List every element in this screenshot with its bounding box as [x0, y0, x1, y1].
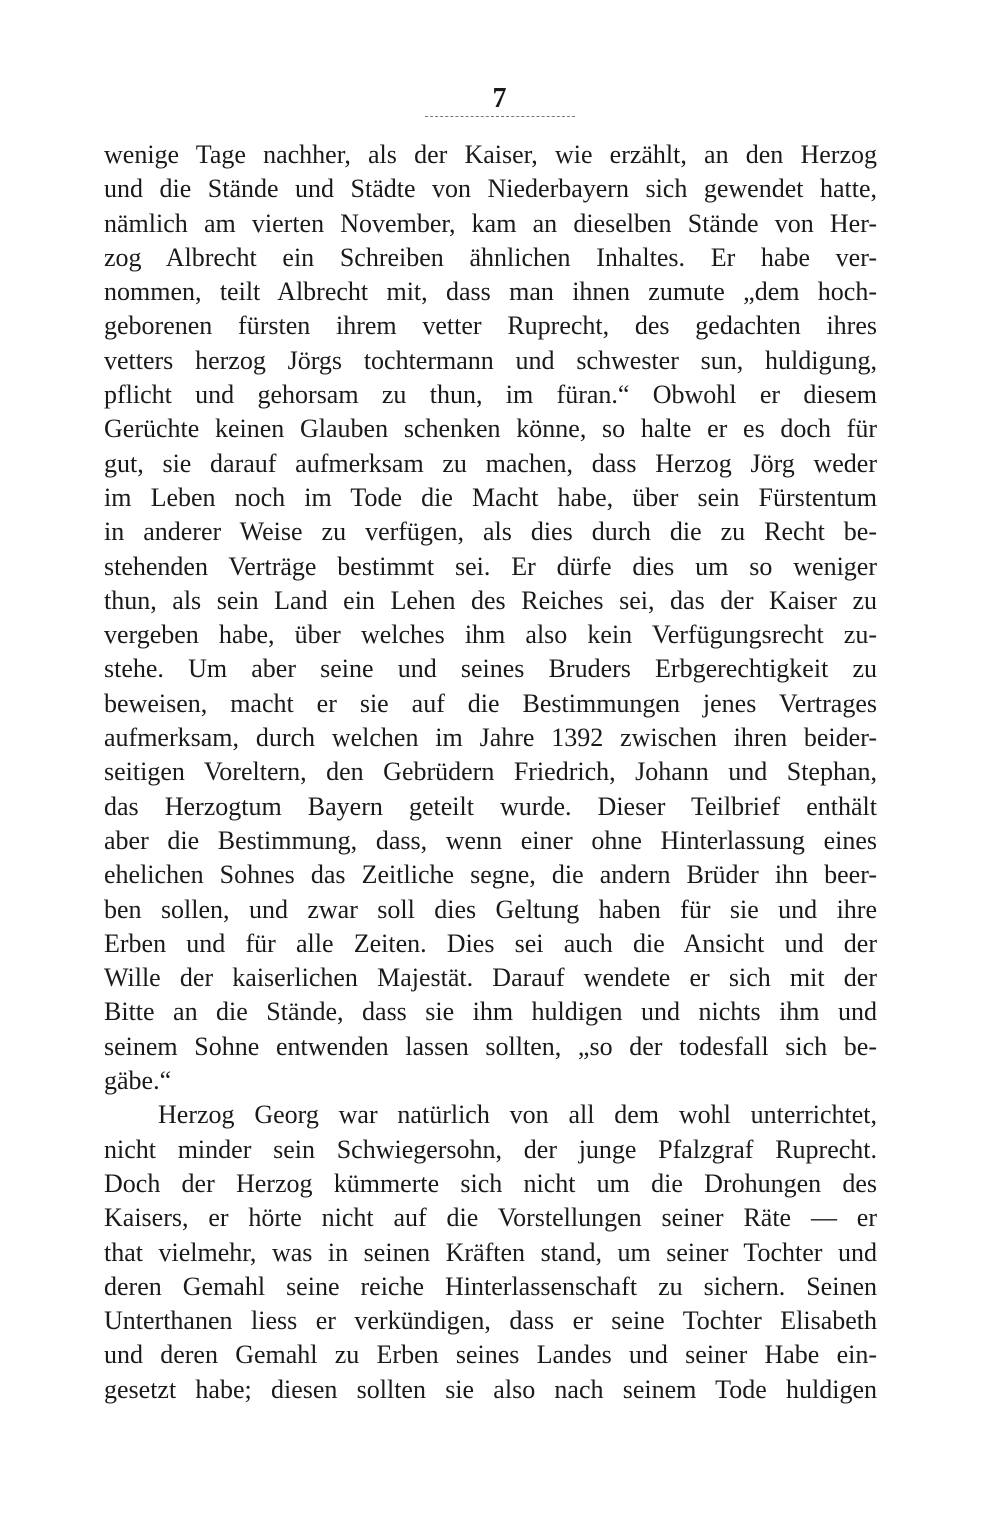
text-line: aber die Bestimmung, dass, wenn einer ohne Hinterlassung eines — [104, 825, 877, 855]
paragraph-2 — [104, 1098, 877, 1407]
text-line: stehenden Verträge bestimmt sei. Er dürfe dies um so weniger — [104, 551, 877, 581]
text-line: gäbe.“ — [104, 1066, 172, 1096]
text-line: Wille der kaiserlichen Majestät. Darauf wendete er sich mit der — [104, 963, 877, 993]
text-line: nämlich am vierten November, kam an dieselben Stände von Her- — [104, 208, 877, 238]
text-line: zog Albrecht ein Schreiben ähnlichen Inhaltes. Er habe ver- — [104, 242, 877, 272]
text-line: ben sollen, und zwar soll dies Geltung haben für sie und ihre — [104, 894, 877, 924]
text-line: und die Stände und Städte von Niederbayern sich gewendet hatte, — [104, 174, 877, 204]
paragraph-1 — [104, 138, 877, 1098]
text-line: in anderer Weise zu verfügen, als dies durch die zu Recht be- — [104, 517, 877, 547]
text-line: Bitte an die Stände, dass sie ihm huldigen und nichts ihm und — [104, 997, 877, 1027]
text-line: that vielmehr, was in seinen Kräften stand, um seiner Tochter und — [104, 1237, 877, 1267]
text-line: nicht minder sein Schwiegersohn, der junge Pfalzgraf Ruprecht. — [104, 1134, 877, 1164]
body-text — [104, 138, 877, 1407]
text-line: Doch der Herzog kümmerte sich nicht um die Drohungen des — [104, 1168, 877, 1198]
text-line: ehelichen Sohnes das Zeitliche segne, die andern Brüder ihn beer- — [104, 860, 877, 890]
text-line: das Herzogtum Bayern geteilt wurde. Dieser Teilbrief enthält — [104, 791, 877, 821]
text-line: seinem Sohne entwenden lassen sollten, „so der todesfall sich be- — [104, 1031, 877, 1061]
text-line: nommen, teilt Albrecht mit, dass man ihnen zumute „dem hoch- — [104, 277, 877, 307]
text-line: vetters herzog Jörgs tochtermann und schwester sun, huldigung, — [104, 345, 877, 375]
text-line: seitigen Voreltern, den Gebrüdern Friedrich, Johann und Stephan, — [104, 757, 877, 787]
text-line: thun, als sein Land ein Lehen des Reiches sei, das der Kaiser zu — [104, 585, 877, 615]
text-line: gut, sie darauf aufmerksam zu machen, dass Herzog Jörg weder — [104, 448, 877, 478]
text-line: wenige Tage nachher, als der Kaiser, wie erzählt, an den Herzog — [104, 140, 877, 169]
text-line: gesetzt habe; diesen sollten sie also nach seinem Tode huldigen — [104, 1374, 877, 1404]
text-line: vergeben habe, über welches ihm also kein Verfügungsrecht zu- — [104, 620, 877, 650]
text-line: geborenen fürsten ihrem vetter Ruprecht, des gedachten ihres — [104, 311, 877, 341]
text-line: Gerüchte keinen Glauben schenken könne, so halte er es doch für — [104, 414, 877, 444]
page-number-rule — [425, 116, 575, 117]
text-line: deren Gemahl seine reiche Hinterlassenschaft zu sichern. Seinen — [104, 1271, 877, 1301]
text-line: und deren Gemahl zu Erben seines Landes und seiner Habe ein- — [104, 1340, 877, 1370]
text-line: Erben und für alle Zeiten. Dies sei auch die Ansicht und der — [104, 928, 877, 958]
text-line: im Leben noch im Tode die Macht habe, über sein Fürstentum — [104, 482, 877, 512]
text-line: stehe. Um aber seine und seines Bruders Erbgerechtigkeit zu — [104, 654, 877, 684]
text-line: beweisen, macht er sie auf die Bestimmungen jenes Vertrages — [104, 688, 877, 718]
text-line: aufmerksam, durch welchen im Jahre 1392 zwischen ihren beider- — [104, 723, 877, 753]
text-line: Herzog Georg war natürlich von all dem wohl unterrichtet, — [158, 1100, 877, 1130]
page-number: 7 — [492, 83, 508, 114]
text-line: Unterthanen liess er verkündigen, dass er seine Tochter Elisabeth — [104, 1306, 877, 1336]
text-line: pflicht und gehorsam zu thun, im füran.“ Obwohl er diesem — [104, 380, 877, 410]
text-line: Kaisers, er hörte nicht auf die Vorstellungen seiner Räte — er — [104, 1203, 877, 1233]
